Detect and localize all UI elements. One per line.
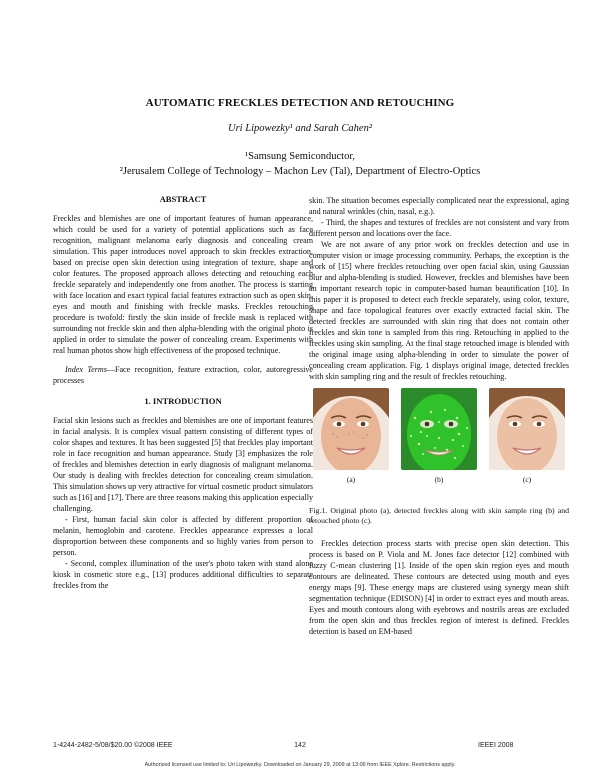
- footer-page-number: 142: [294, 742, 306, 749]
- right-paragraph-1: skin. The situation becomes especially complicated near the expressional, aging and natural wrinkles (chin, nasal, e.g.).: [309, 196, 569, 216]
- figure-label-c: (c): [522, 475, 532, 484]
- figure-1: [309, 388, 569, 506]
- affiliation-2: ²Jerusalem College of Technology – Machon Lev (Tal), Department of Electro-Optics: [119, 166, 481, 177]
- authorized-use-notice: Authorized licensed use limited to: Uri Lipowezky. Downloaded on January 29, 2009 at 13:06 from IEEE Xplore. Restrictions apply.: [144, 762, 456, 768]
- footer-isbn: 1-4244-2482-5/08/$20.00 ©2008 IEEE: [53, 742, 173, 749]
- figure-label-b: (b): [434, 475, 444, 484]
- figure-label-a: (a): [346, 475, 356, 484]
- intro-paragraph-2: - First, human facial skin color is affected by different proportion of melanin, hemoglobin and carotene. Freckles appearance expresses a local disproportion between these components and so highly varies from person to person.: [53, 515, 313, 557]
- footer-venue: IEEEI 2008: [478, 742, 514, 749]
- figure-caption: Fig.1. Original photo (a), detected freckles along with skin sample ring (b) and retouched photo (c).: [309, 506, 569, 525]
- index-terms: [53, 364, 313, 386]
- introduction-heading: 1. INTRODUCTION: [144, 396, 222, 406]
- right-column: [309, 195, 569, 637]
- affiliation-1: ¹Samsung Semiconductor,: [244, 151, 356, 162]
- index-terms-text: —Face recognition, feature extraction, color, autoregressive processes: [53, 365, 313, 385]
- abstract-heading: ABSTRACT: [159, 194, 207, 204]
- right-paragraph-3: We are not aware of any prior work on freckles detection and use in computer vision or image processing community. Perhaps, the exception is the work of [15] where freckles retouching over open facial skin, using Gaussian blur and alpha-blending is studied. However, freckles and blemishes have been an important research topic in computer-based human beautification [10]. In this paper it is proposed to detect each freckle separately, using color, texture, shape and face topological features over exactly extracted facial skin. The detected freckles are surrounded with skin ring that does not contain other freckles and skin tone is sampled from this ring. Retouching in applied to the freckles using skin sampling. At the final stage retouched image is blended with the original image using alpha-blending in order to simulate the power of concealing cream application. Fig. 1 displays original image, detected freckles with skin sampling ring and the result of freckles retouching.: [309, 240, 569, 381]
- index-terms-label: Index Terms: [65, 365, 107, 374]
- right-paragraph-2: - Third, the shapes and textures of freckles are not consistent and vary from different person and locations over the face.: [309, 218, 569, 238]
- intro-paragraph-1: Facial skin lesions such as freckles and blemishes are one of important features in facial analysis. It is complex visual pattern consisting of different types of color shapes and textures. It has been suggested [5] that freckles play important role in face recognition and human appearance. Study [3] emphasizes the role of freckles and blemishes detection in early diagnosis of malignant melanoma. Our study is dealing with freckles detection for concealing cream simulation. This simulation shows up very attractive for virtual cosmetic product simulators such as [16] and [17]. There are three reasons making this application especially challenging.: [53, 416, 313, 513]
- paper-authors: Uri Lipowezky¹ and Sarah Cahen²: [228, 123, 372, 134]
- paper-title: AUTOMATIC FRECKLES DETECTION AND RETOUCHING: [145, 97, 455, 109]
- figure-photo-original: [313, 388, 389, 470]
- left-column: [53, 194, 313, 591]
- intro-paragraph-3: - Second, complex illumination of the user's photo taken with stand alone kiosk in cosmetic store e.g., [13] produces additional difficulties to separate freckles from the: [53, 559, 313, 590]
- figure-photo-retouched: [489, 388, 565, 470]
- figure-photo-detected: [401, 388, 477, 470]
- right-paragraph-4: Freckles detection process starts with precise open skin detection. This process is based on P. Viola and M. Jones face detector [12] combined with fuzzy C-mean clustering [1]. Inside of the open skin region eyes and mouth contours are delineated. These contours are detected using mouth and eyes energy maps [9]. These energy maps are clustered using synergy mean shift segmentation technique (EDISON) [4] in order to extract eyes and mouth areas. Eyes and mouth contours along with eyebrows and nostrils areas are excluded from the open skin and thus freckles region of interest is defined. Freckles detection is based on EM-based: [309, 539, 569, 636]
- abstract-text: Freckles and blemishes are one of important features of human appearance, which could be used for a variety of potential applications such as face recognition, malignant melanoma early diagnosis and concealing cream simulation. This paper introduces novel approach to skin freckles extraction, based on precise open skin detection using integration of texture, shape and color features. The proposed approach allows detecting and retouching each freckle separately and independently one from another. The process is starting with face location and exact typical facial features extraction such as open skin, eyes and mouth and finishing with freckle masks. Freckles retouching procedure is twofold: firstly the skin inside of freckle mask is replaced with surrounding not freckle skin and then alpha-blending with the original photo is applied in order to simulate the power of concealing cream. Experiments with real human photos show high effectiveness of the proposed technique.: [53, 214, 313, 355]
